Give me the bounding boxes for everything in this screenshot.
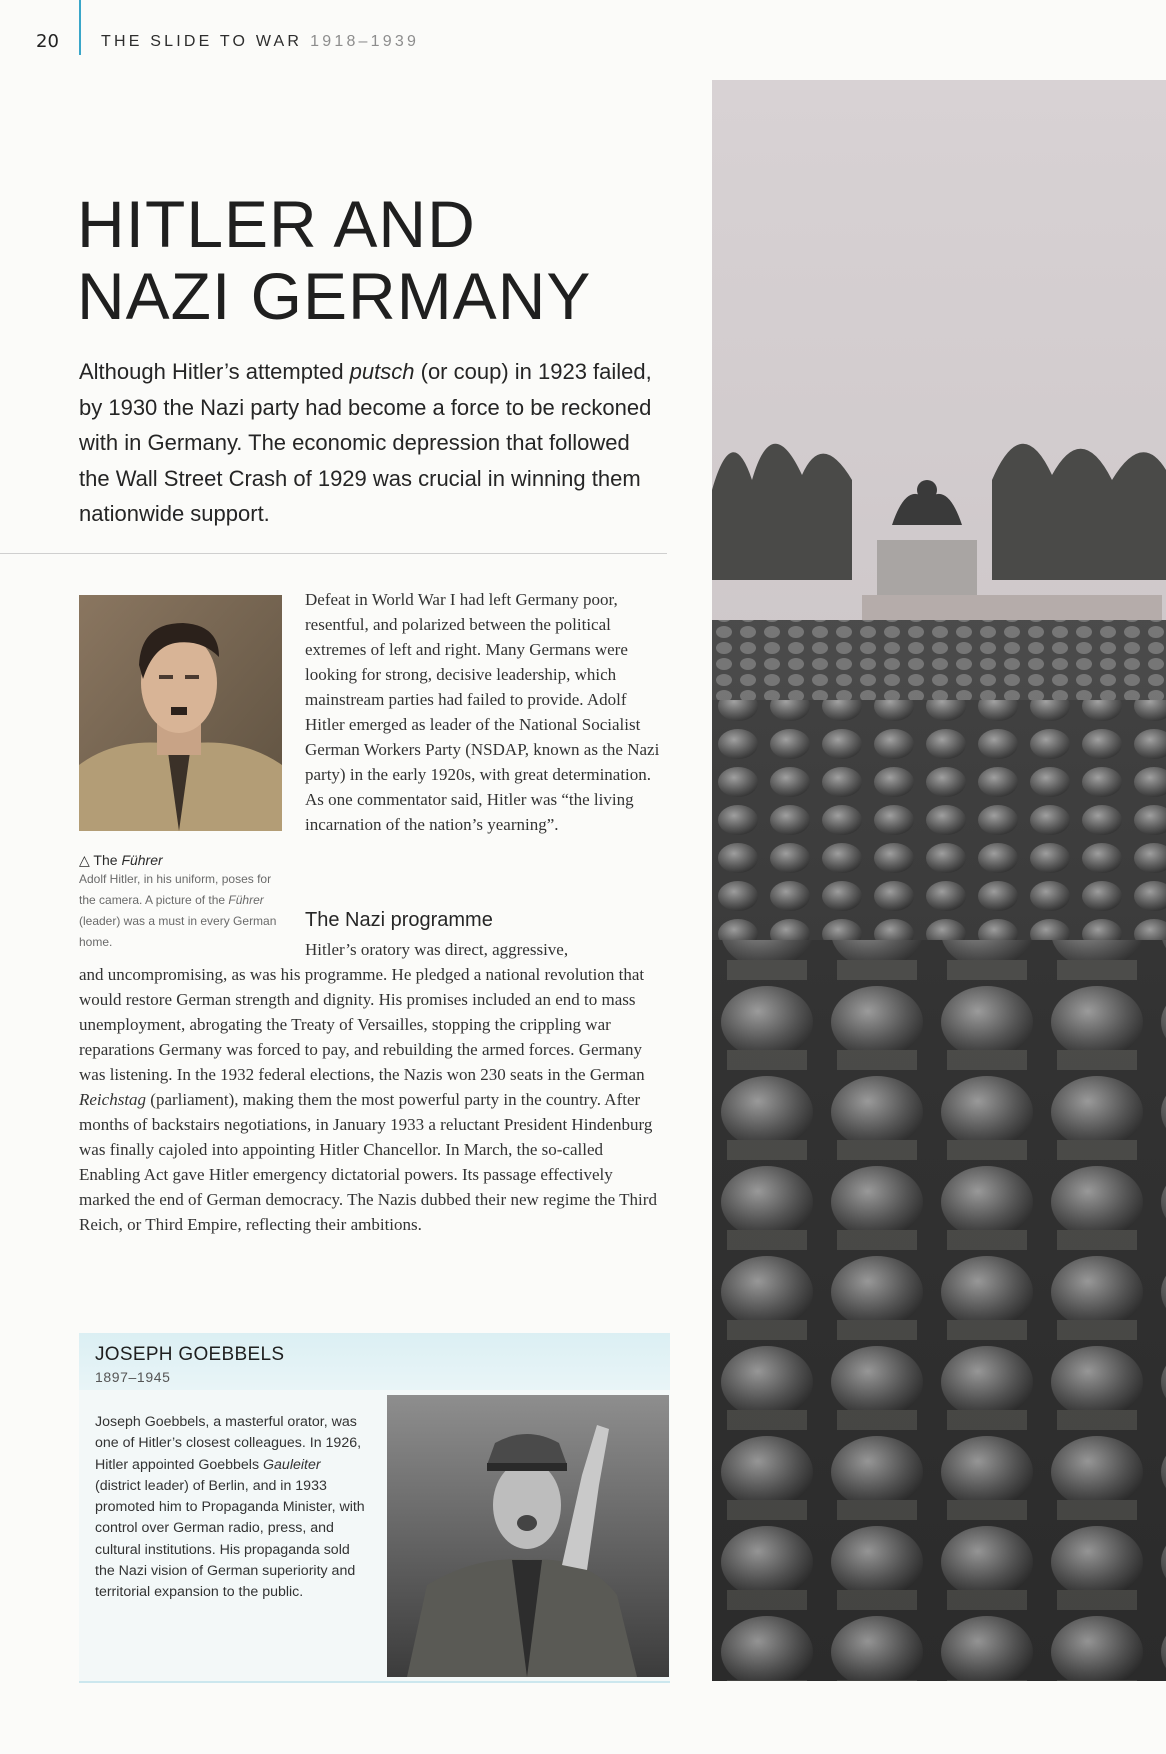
caption-text-italic: Führer — [228, 893, 264, 907]
caption-text — [79, 869, 289, 953]
body-paragraph-1: Defeat in World War I had left Germany poor, resentful, and polarized between the political extremes of left and right. Many Germans were looking for strong, decisive leadership, which mainstream parties had failed to provide. Adolf Hitler emerged as leader of the National Socialist German Workers Party (NSDAP, known as the Nazi party) in the early 1920s, with great determination. As one commentator said, Hitler was “the living incarnation of the nation’s yearning”. — [305, 590, 660, 834]
goebbels-illustration — [387, 1395, 669, 1677]
section-heading: The Nazi programme — [305, 909, 493, 931]
caption-triangle-icon: △ — [79, 852, 90, 868]
intro-paragraph — [79, 354, 659, 532]
body-paragraph-2-italic: Reichstag — [79, 1090, 147, 1109]
header-divider — [79, 0, 81, 55]
goebbels-box-bottom-rule — [79, 1681, 670, 1683]
caption-title-italic: Führer — [121, 852, 163, 868]
goebbels-bio — [95, 1412, 367, 1604]
caption-title-prefix: The — [93, 852, 122, 868]
goebbels-bio-text-a: Joseph Goebbels, a masterful orator, was one of Hitler’s closest colleagues. In 1926, Hitler appointed Goebbels — [95, 1414, 362, 1473]
title-line-2: NAZI GERMANY — [77, 259, 592, 333]
body-paragraph-2-start: Hitler’s oratory was direct, aggressive, — [305, 940, 569, 959]
goebbels-name: JOSEPH GOEBBELS — [95, 1344, 285, 1365]
intro-divider — [0, 553, 667, 554]
portrait-illustration — [79, 595, 282, 831]
goebbels-dates: 1897–1945 — [95, 1369, 171, 1385]
intro-italic: putsch — [349, 359, 415, 384]
fuhrer-portrait-photo — [79, 595, 282, 831]
rally-illustration — [712, 80, 1166, 1681]
goebbels-bio-italic: Gauleiter — [263, 1456, 321, 1473]
intro-text-b: (or coup) in 1923 failed, by 1930 the Nazi party had become a force to be reckoned with in Germany. The economic depression that followed the Wall Street Crash of 1929 was crucial in winning them nationwide support. — [79, 359, 652, 526]
caption-text-a: Adolf Hitler, in his uniform, poses for the camera. A picture of the — [79, 872, 272, 907]
fuhrer-caption — [79, 852, 289, 953]
body-paragraph-2 — [79, 962, 667, 1237]
goebbels-photo — [387, 1395, 669, 1677]
page-title — [77, 188, 697, 332]
running-header — [101, 33, 419, 51]
intro-text-a: Although Hitler’s attempted — [79, 359, 350, 384]
title-line-1: HITLER AND — [77, 187, 476, 261]
running-title: THE SLIDE TO WAR — [101, 33, 303, 50]
page-number: 20 — [36, 31, 59, 52]
nazi-rally-photo — [712, 80, 1166, 1681]
running-dates: 1918–1939 — [310, 33, 420, 50]
body-paragraph-2-text-a: and uncompromising, as was his programme. He pledged a national revolution that would restore German strength and dignity. His promises included an end to mass unemployment, abrogating the Treaty of Versailles, stopping the crippling war reparations Germany was forced to pay, and rebuilding the armed forces. Germany was listening. In the 1932 federal elections, the Nazis won 230 seats in the German — [79, 965, 645, 1084]
caption-text-b: (leader) was a must in every German home. — [79, 914, 277, 949]
body-paragraph-2-text-b: (parliament), making them the most powerful party in the country. After months of backstairs negotiations, in January 1933 a reluctant President Hindenburg was finally cajoled into appointing Hitler Chancellor. In March, the so-called Enabling Act gave Hitler emergency dictatorial powers. Its passage effectively marked the end of German democracy. The Nazis dubbed their new regime the Third Reich, or Third Empire, reflecting their ambitions. — [79, 1090, 657, 1234]
caption-title — [79, 852, 289, 869]
goebbels-bio-text-b: (district leader) of Berlin, and in 1933 promoted him to Propaganda Minister, with control over German radio, press, and cultural institutions. His propaganda sold the Nazi vision of German superiority and territorial expansion to the public. — [95, 1477, 365, 1601]
